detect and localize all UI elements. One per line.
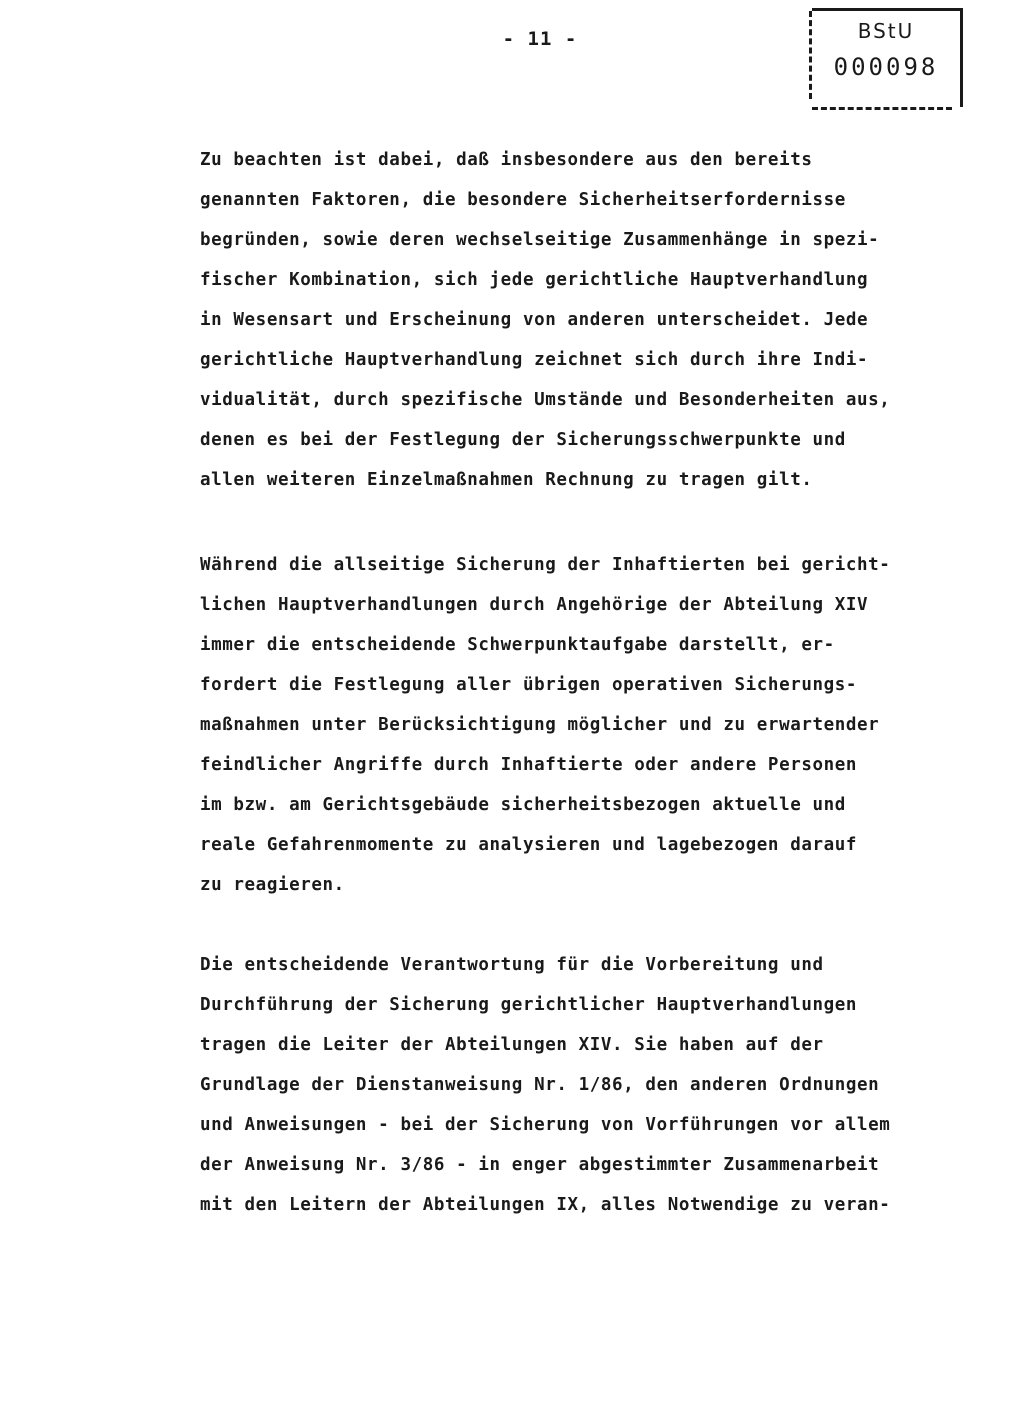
text-line: vidualität, durch spezifische Umstände und Besonderheiten aus,	[200, 390, 891, 410]
text-line: begründen, sowie deren wechselseitige Zusammenhänge in spezi-	[200, 230, 880, 250]
text-line: Zu beachten ist dabei, daß insbesondere aus den bereits	[200, 150, 813, 170]
paragraph-2	[200, 545, 980, 905]
text-line: Während die allseitige Sicherung der Inhaftierten bei gericht-	[200, 555, 891, 575]
text-line: mit den Leitern der Abteilungen IX, alles Notwendige zu veran-	[200, 1195, 891, 1215]
text-line: immer die entscheidende Schwerpunktaufgabe darstellt, er-	[200, 635, 835, 655]
paragraph-1	[200, 140, 980, 500]
text-line: Die entscheidende Verantwortung für die Vorbereitung und	[200, 955, 824, 975]
text-line: maßnahmen unter Berücksichtigung möglicher und zu erwartender	[200, 715, 880, 735]
stamp-number: 000098	[833, 53, 939, 81]
text-line: der Anweisung Nr. 3/86 - in enger abgestimmter Zusammenarbeit	[200, 1155, 880, 1175]
text-line: Durchführung der Sicherung gerichtlicher Hauptverhandlungen	[200, 995, 858, 1015]
text-line: gerichtliche Hauptverhandlung zeichnet sich durch ihre Indi-	[200, 350, 869, 370]
archive-stamp	[812, 8, 963, 107]
text-line: feindlicher Angriffe durch Inhaftierte oder andere Personen	[200, 755, 858, 775]
text-line: reale Gefahrenmomente zu analysieren und lagebezogen darauf	[200, 835, 858, 855]
text-line: in Wesensart und Erscheinung von anderen unterscheidet. Jede	[200, 310, 869, 330]
text-line: Grundlage der Dienstanweisung Nr. 1/86, den anderen Ordnungen	[200, 1075, 880, 1095]
stamp-label: BStU	[857, 19, 915, 43]
text-line: und Anweisungen - bei der Sicherung von Vorführungen vor allem	[200, 1115, 891, 1135]
text-line: tragen die Leiter der Abteilungen XIV. Sie haben auf der	[200, 1035, 824, 1055]
text-line: denen es bei der Festlegung der Sicherungsschwerpunkte und	[200, 430, 846, 450]
text-line: zu reagieren.	[200, 875, 345, 895]
text-line: fischer Kombination, sich jede gerichtliche Hauptverhandlung	[200, 270, 869, 290]
paragraph-3	[200, 945, 980, 1225]
page-number: - 11 -	[502, 28, 578, 50]
text-line: im bzw. am Gerichtsgebäude sicherheitsbezogen aktuelle und	[200, 795, 846, 815]
text-line: fordert die Festlegung aller übrigen operativen Sicherungs-	[200, 675, 858, 695]
text-line: lichen Hauptverhandlungen durch Angehörige der Abteilung XIV	[200, 595, 869, 615]
text-line: allen weiteren Einzelmaßnahmen Rechnung zu tragen gilt.	[200, 470, 813, 490]
text-line: genannten Faktoren, die besondere Sicherheitserfordernisse	[200, 190, 846, 210]
